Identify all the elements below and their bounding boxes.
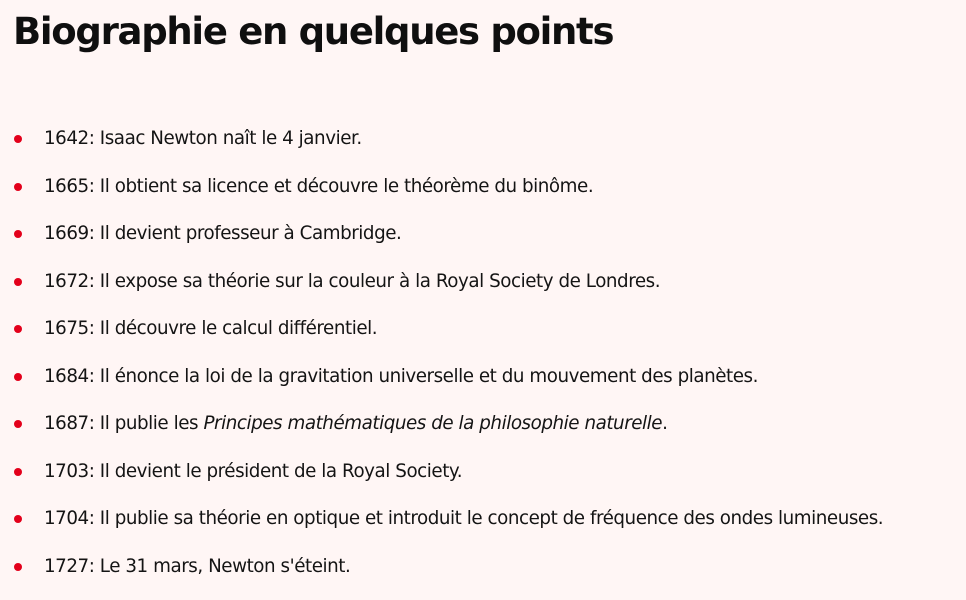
bullet-icon — [14, 563, 22, 571]
list-item — [0, 305, 883, 353]
bullet-icon — [14, 278, 22, 286]
list-item — [0, 543, 883, 591]
biography-timeline — [0, 115, 883, 590]
list-item — [0, 258, 883, 306]
list-item-text: 1642: Isaac Newton naît le 4 janvier. — [44, 128, 362, 149]
list-item-suffix: . — [662, 413, 668, 434]
bullet-icon — [14, 373, 22, 381]
page-title: Biographie en quelques points — [13, 10, 614, 53]
bullet-icon — [14, 135, 22, 143]
list-item-text: 1704: Il publie sa théorie en optique et introduit le concept de fréquence des ondes lumineuses. — [44, 508, 884, 529]
list-item — [0, 353, 883, 401]
list-item-text: 1672: Il expose sa théorie sur la couleur à la Royal Society de Londres. — [44, 270, 661, 292]
list-item-text: 1727: Le 31 mars, Newton s'éteint. — [44, 555, 351, 577]
bullet-icon — [14, 183, 22, 191]
list-item-text: 1665: Il obtient sa licence et découvre le théorème du binôme. — [44, 175, 594, 197]
bullet-icon — [14, 230, 22, 238]
list-item — [0, 210, 883, 258]
bullet-icon — [14, 325, 22, 333]
list-item-text: 1669: Il devient professeur à Cambridge. — [44, 223, 402, 244]
list-item-text — [44, 413, 667, 434]
list-item-text: 1675: Il découvre le calcul différentiel. — [44, 318, 378, 339]
list-item — [0, 400, 883, 448]
list-item — [0, 115, 883, 163]
list-item — [0, 495, 883, 543]
bullet-icon — [14, 468, 22, 476]
list-item-text: 1684: Il énonce la loi de la gravitation universelle et du mouvement des planètes. — [44, 365, 758, 387]
list-item-text: 1703: Il devient le président de la Royal Society. — [44, 460, 463, 482]
book-title: Principes mathématiques de la philosophie naturelle — [203, 413, 663, 434]
list-item — [0, 163, 883, 211]
list-item-prefix: 1687: Il publie les — [44, 413, 204, 434]
list-item — [0, 448, 883, 496]
bullet-icon — [14, 515, 22, 523]
bullet-icon — [14, 420, 22, 428]
